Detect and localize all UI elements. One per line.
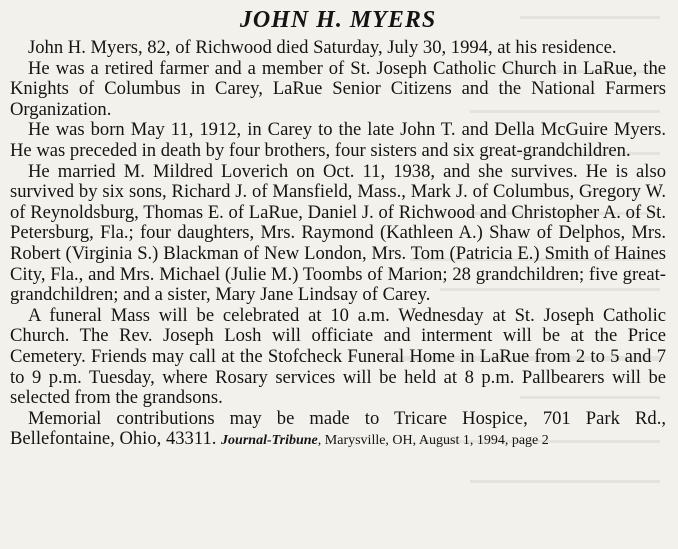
paragraph-memorial [10, 409, 666, 452]
paragraph-birth: He was born May 11, 1912, in Carey to the late John T. and Della McGuire Myers. He was preceded in death by four brothers, four sisters and six great-grandchildren. [10, 119, 666, 161]
obituary-article [10, 6, 666, 546]
paragraph-funeral: A funeral Mass will be celebrated at 10 a.m. Wednesday at St. Joseph Catholic Church. The Rev. Joseph Losh will officiate and interment will be at the Price Cemetery. Friends may call at the Stofcheck Funeral Home in LaRue from 2 to 5 and 7 to 9 p.m. Tuesday, where Rosary services will be held at 8 p.m. Pallbearers will be selected from the grandsons. [10, 304, 666, 409]
source-credit [221, 433, 549, 448]
credit-details: , Marysville, OH, August 1, 1994, page 2 [317, 433, 549, 449]
paragraph-memberships: He was a retired farmer and a member of St. Joseph Catholic Church in LaRue, the Knights of Columbus in Carey, LaRue Senior Citizens and the National Farmers Organization. [10, 57, 666, 120]
credit-publication: Journal-Tribune [221, 433, 318, 449]
headline: JOHN H. MYERS [239, 7, 437, 33]
memorial-text: Memorial contributions may be made to Tricare Hospice, 701 Park Rd., Bellefontaine, Ohio, 43311. [10, 407, 666, 450]
paragraph-survivors: He married M. Mildred Loverich on Oct. 11, 1938, and she survives. He is also survived by six sons, Richard J. of Mansfield, Mass., Mark J. of Columbus, Gregory W. of Reynoldsburg, Thomas E. of LaRue, Daniel J. of Richwood and Christopher A. of St. Petersburg, Fla.; four daughters, Mrs. Raymond (Kathleen A.) Shaw of Delphos, Mrs. Robert (Virginia S.) Blackman of New London, Mrs. Tom (Patricia E.) Smith of Haines City, Fla., and Mrs. Michael (Julie M.) Toombs of Marion; 28 grandchildren; five great-grandchildren; and a sister, Mary Jane Lindsay of Carey. [10, 160, 666, 306]
paragraph-death-notice: John H. Myers, 82, of Richwood died Saturday, July 30, 1994, at his residence. [28, 37, 617, 58]
